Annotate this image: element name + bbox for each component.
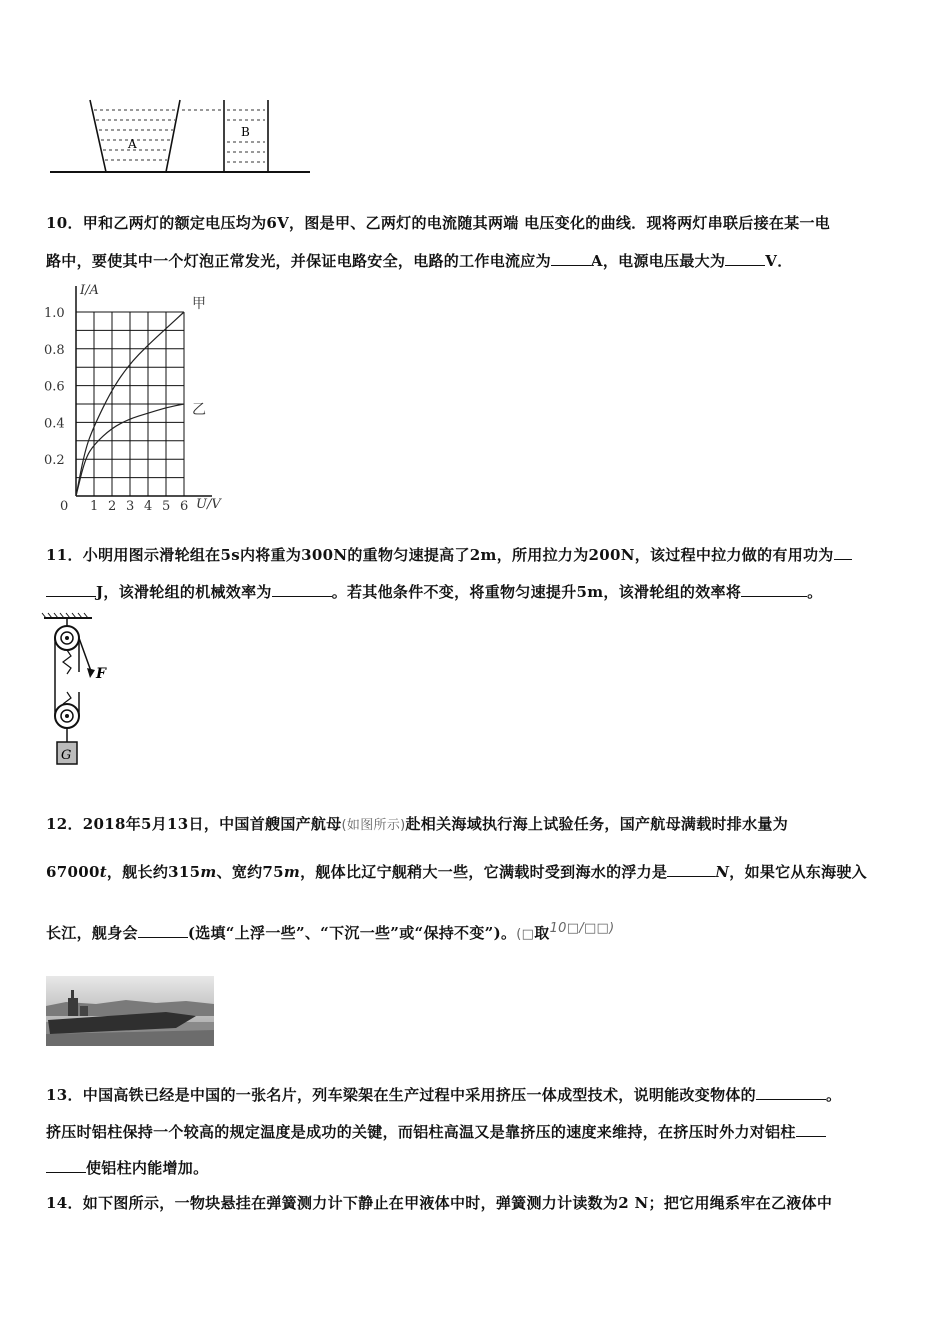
q12-text3a: 长江，舰身会 xyxy=(46,924,138,942)
q14-line1 xyxy=(46,1192,832,1213)
q12-line1 xyxy=(46,813,788,834)
weight-label: G xyxy=(61,748,72,763)
q10-text1: 10．甲和乙两灯的额定电压均为6V，图是甲、乙两灯的电流随其两端 电压变化的曲线．现将两灯串联后接在某一电 xyxy=(46,214,831,232)
q10-line1 xyxy=(46,212,830,233)
x-tick-label: 4 xyxy=(144,499,153,514)
q12-unit-t: t xyxy=(99,863,107,881)
q10-blank-voltage[interactable] xyxy=(725,251,765,266)
series-label-jia: 甲 xyxy=(192,296,206,312)
q12-line2 xyxy=(46,861,867,882)
q12-blank-float[interactable] xyxy=(138,923,188,938)
q13-line2 xyxy=(46,1121,826,1142)
q11-blank-efficiency[interactable] xyxy=(272,582,332,597)
q12-line3 xyxy=(46,922,615,943)
q12-text2d: ，舰体比辽宁舰稍大一些，它满载时受到海水的浮力是 xyxy=(300,863,668,881)
q10-text2c: V． xyxy=(765,252,793,270)
y-tick-label: 0.4 xyxy=(44,416,65,432)
q12-note-open: ( xyxy=(516,927,522,942)
q12-g-symbol: □ xyxy=(521,927,535,942)
origin-label: 0 xyxy=(60,499,69,514)
aircraft-carrier-photo xyxy=(46,976,214,1046)
y-tick-label: 0.8 xyxy=(44,342,65,358)
q13-text2: 挤压时铝柱保持一个较高的规定温度是成功的关键，而铝柱高温又是靠挤压的速度来维持，在挤压时外力对铝柱 xyxy=(46,1123,796,1141)
q10-text2b: A，电源电压最大为 xyxy=(590,252,726,270)
q13-blank-work-start[interactable] xyxy=(796,1122,826,1137)
label-b: B xyxy=(241,125,250,139)
q13-text1-end: 。 xyxy=(825,1086,842,1104)
iv-chart xyxy=(40,280,240,520)
q10-line2 xyxy=(46,250,793,271)
q13-blank-work[interactable] xyxy=(46,1158,86,1173)
q13-text1: 13．中国高铁已经是中国的一张名片，列车梁架在生产过程中采用挤压一体成型技术，说明能改变物体的 xyxy=(46,1086,756,1104)
x-axis-label: U/V xyxy=(196,497,221,512)
q12-take: 取 xyxy=(534,924,550,942)
q11-blank-work-start[interactable] xyxy=(834,545,852,560)
q12-text3b: (选填“上浮一些”、“下沉一些”或“保持不变”)。 xyxy=(187,924,517,942)
container-figure xyxy=(46,96,316,178)
q12-text1a: 12．2018年5月13日，中国首艘国产航母 xyxy=(46,815,342,833)
x-tick-label: 3 xyxy=(126,499,135,514)
q10-blank-current[interactable] xyxy=(551,251,591,266)
pulley-figure xyxy=(40,612,130,770)
q12-text2a: 67000 xyxy=(46,863,100,881)
q12-text2e: ，如果它从东海驶入 xyxy=(729,863,867,881)
q11-text2c: 。 xyxy=(807,583,823,601)
x-tick-label: 5 xyxy=(162,499,171,514)
q14-text1: 14．如下图所示，一物块悬挂在弹簧测力计下静止在甲液体中时，弹簧测力计读数为2 N；把它用绳系牢在乙液体中 xyxy=(46,1194,833,1212)
x-tick-label: 6 xyxy=(180,499,189,514)
q11-text1: 11．小明用图示滑轮组在5s内将重为300N的重物匀速提高了2m，所用拉力为200N，该过程中拉力做的有用功为 xyxy=(46,546,834,564)
x-tick-label: 1 xyxy=(90,499,99,514)
q11-blank-change[interactable] xyxy=(741,582,807,597)
q12-blank-buoyancy[interactable] xyxy=(667,862,715,877)
q11-blank-work[interactable] xyxy=(46,582,96,597)
label-a: A xyxy=(128,137,137,151)
q11-text2b: 。若其他条件不变，将重物匀速提升5m，该滑轮组的效率将 xyxy=(331,583,742,601)
q12-unit-m2: m xyxy=(283,863,301,881)
q12-text1b: 赴相关海域执行海上试验任务，国产航母满载时排水量为 xyxy=(405,815,789,833)
q12-g-value: 10□/□□) xyxy=(549,921,615,936)
q11-line1 xyxy=(46,544,852,565)
q12-text2c: 、宽约75 xyxy=(216,863,284,881)
q13-blank-state[interactable] xyxy=(756,1085,826,1100)
q10-text2a: 路中，要使其中一个灯泡正常发光，并保证电路安全，电路的工作电流应为 xyxy=(46,252,551,270)
q12-unit-m1: m xyxy=(200,863,217,881)
q11-text2a: J，该滑轮组的机械效率为 xyxy=(96,583,272,601)
q12-text2b: ，舰长约315 xyxy=(106,863,201,881)
series-label-yi: 乙 xyxy=(192,402,206,418)
y-axis-label: I/A xyxy=(80,283,99,298)
y-tick-label: 0.2 xyxy=(44,453,65,469)
force-label: F xyxy=(96,666,106,682)
y-tick-label: 0.6 xyxy=(44,379,65,395)
q13-text3: 使铝柱内能增加。 xyxy=(86,1159,209,1177)
x-tick-label: 2 xyxy=(108,499,117,514)
q13-line1 xyxy=(46,1084,841,1105)
q11-line2 xyxy=(46,581,822,602)
q12-unit-n: N xyxy=(715,863,730,881)
y-tick-label: 1.0 xyxy=(44,306,65,321)
q13-line3 xyxy=(46,1157,208,1178)
q12-note: (如图所示) xyxy=(341,818,406,833)
